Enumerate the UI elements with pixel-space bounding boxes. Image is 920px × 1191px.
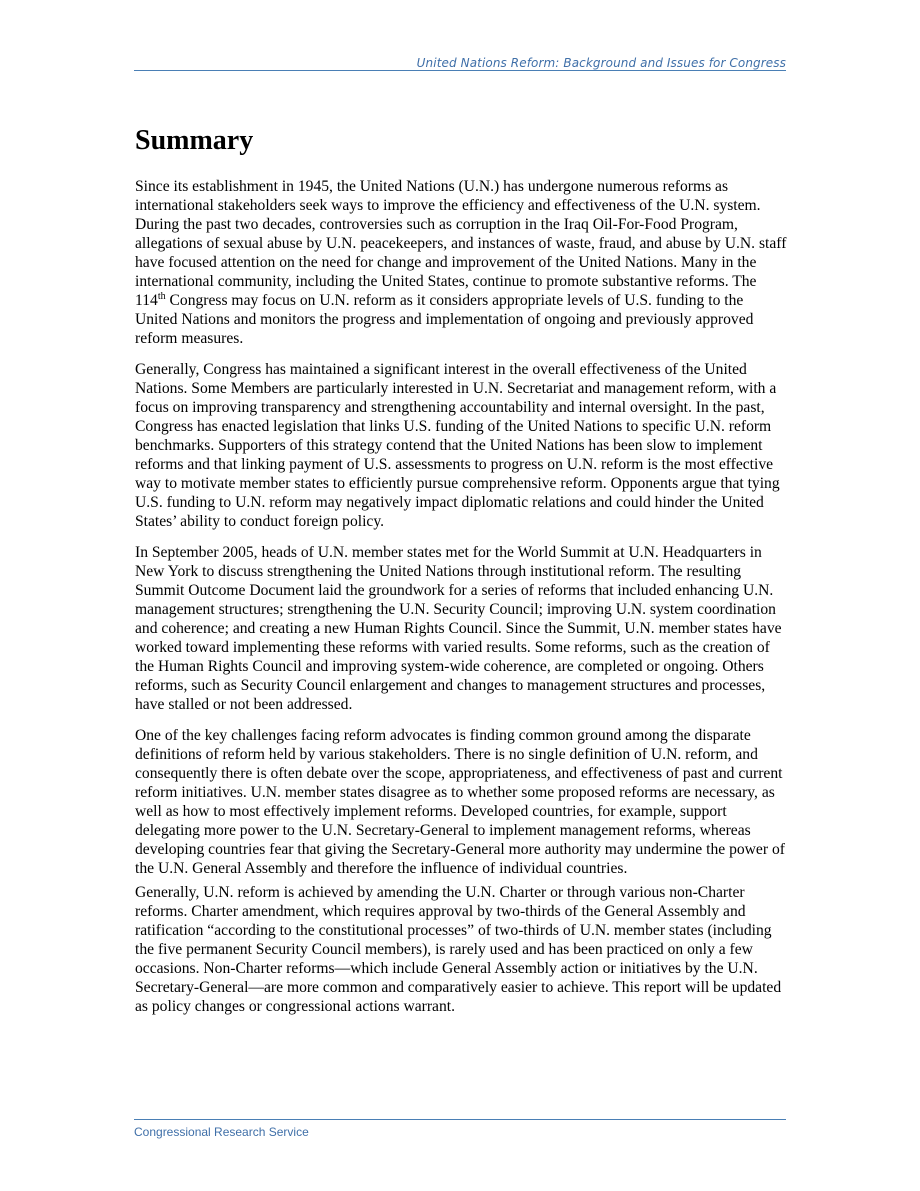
summary-paragraph-4: One of the key challenges facing reform advocates is finding common ground among the disparate definitions of reform held by various stakeholders. There is no single definition of U.N. reform, and consequently there is often debate over the scope, appropriateness, and effectiveness of past and current reform initiatives. U.N. member states disagree as to whether some proposed reforms are necessary, as well as how to most effectively implement reforms. Developed countries, for example, support delegating more power to the U.N. Secretary-General to implement management reforms, whereas developing countries fear that giving the Secretary-General more authority may undermine the power of the U.N. General Assembly and therefore the influence of individual countries.	[135, 727, 785, 877]
running-header-title: United Nations Reform: Background and Issues for Congress	[416, 56, 786, 70]
page-footer	[134, 1119, 786, 1141]
paragraph-1-text-a: Since its establishment in 1945, the United Nations (U.N.) has undergone numerous reforms as international stakeholders seek ways to improve the efficiency and effectiveness of the U.N. system. During the past two decades, controversies such as corruption in the Iraq Oil-For-Food Program, allegations of sexual abuse by U.N. peacekeepers, and instances of waste, fraud, and abuse by U.N. staff have focused attention on the need for change and improvement of the United Nations. Many in the international community, including the United States, continue to promote substantive reforms. The 114	[135, 178, 787, 309]
summary-paragraph-1	[135, 177, 787, 348]
summary-paragraph-5: Generally, U.N. reform is achieved by amending the U.N. Charter or through various non-Charter reforms. Charter amendment, which requires approval by two-thirds of the General Assembly and ratification “according to the constitutional processes” of two-thirds of U.N. member states (including the five permanent Security Council members), is rarely used and has been practiced on only a few occasions. Non-Charter reforms—which include General Assembly action or initiatives by the U.N. Secretary-General—are more common and comparatively easier to achieve. This report will be updated as policy changes or congressional actions warrant.	[135, 884, 782, 1015]
summary-section	[135, 124, 787, 1028]
summary-paragraph-2: Generally, Congress has maintained a significant interest in the overall effectiveness of the United Nations. Some Members are particularly interested in U.N. Secretariat and management reform, with a focus on improving transparency and strengthening accountability and internal oversight. In the past, Congress has enacted legislation that links U.S. funding of the United Nations to specific U.N. reform benchmarks. Supporters of this strategy contend that the United Nations has been slow to implement reforms and that linking payment of U.S. assessments to progress on U.N. reform is the most effective way to motivate member states to efficiently pursue comprehensive reform. Opponents argue that tying U.S. funding to U.N. reform may negatively impact diplomatic relations and could hinder the United States’ ability to conduct foreign policy.	[135, 361, 780, 530]
paragraph-1-text-b: Congress may focus on U.N. reform as it considers appropriate levels of U.S. funding to the United Nations and monitors the progress and implementation of ongoing and previously approved reform measures.	[135, 292, 754, 347]
ordinal-superscript: th	[157, 290, 166, 302]
footer-publisher: Congressional Research Service	[134, 1125, 309, 1139]
summary-heading: Summary	[135, 125, 254, 156]
summary-paragraph-3: In September 2005, heads of U.N. member states met for the World Summit at U.N. Headquarters in New York to discuss strengthening the United Nations through institutional reform. The resulting Summit Outcome Document laid the groundwork for a series of reforms that included enhancing U.N. management structures; strengthening the U.N. Security Council; improving U.N. system coordination and coherence; and creating a new Human Rights Council. Since the Summit, U.N. member states have worked toward implementing these reforms with varied results. Some reforms, such as the creation of the Human Rights Council and improving system-wide coherence, are completed or ongoing. Others reforms, such as Security Council enlargement and changes to management structures and processes, have stalled or not been addressed.	[135, 544, 782, 713]
running-header	[134, 54, 786, 71]
